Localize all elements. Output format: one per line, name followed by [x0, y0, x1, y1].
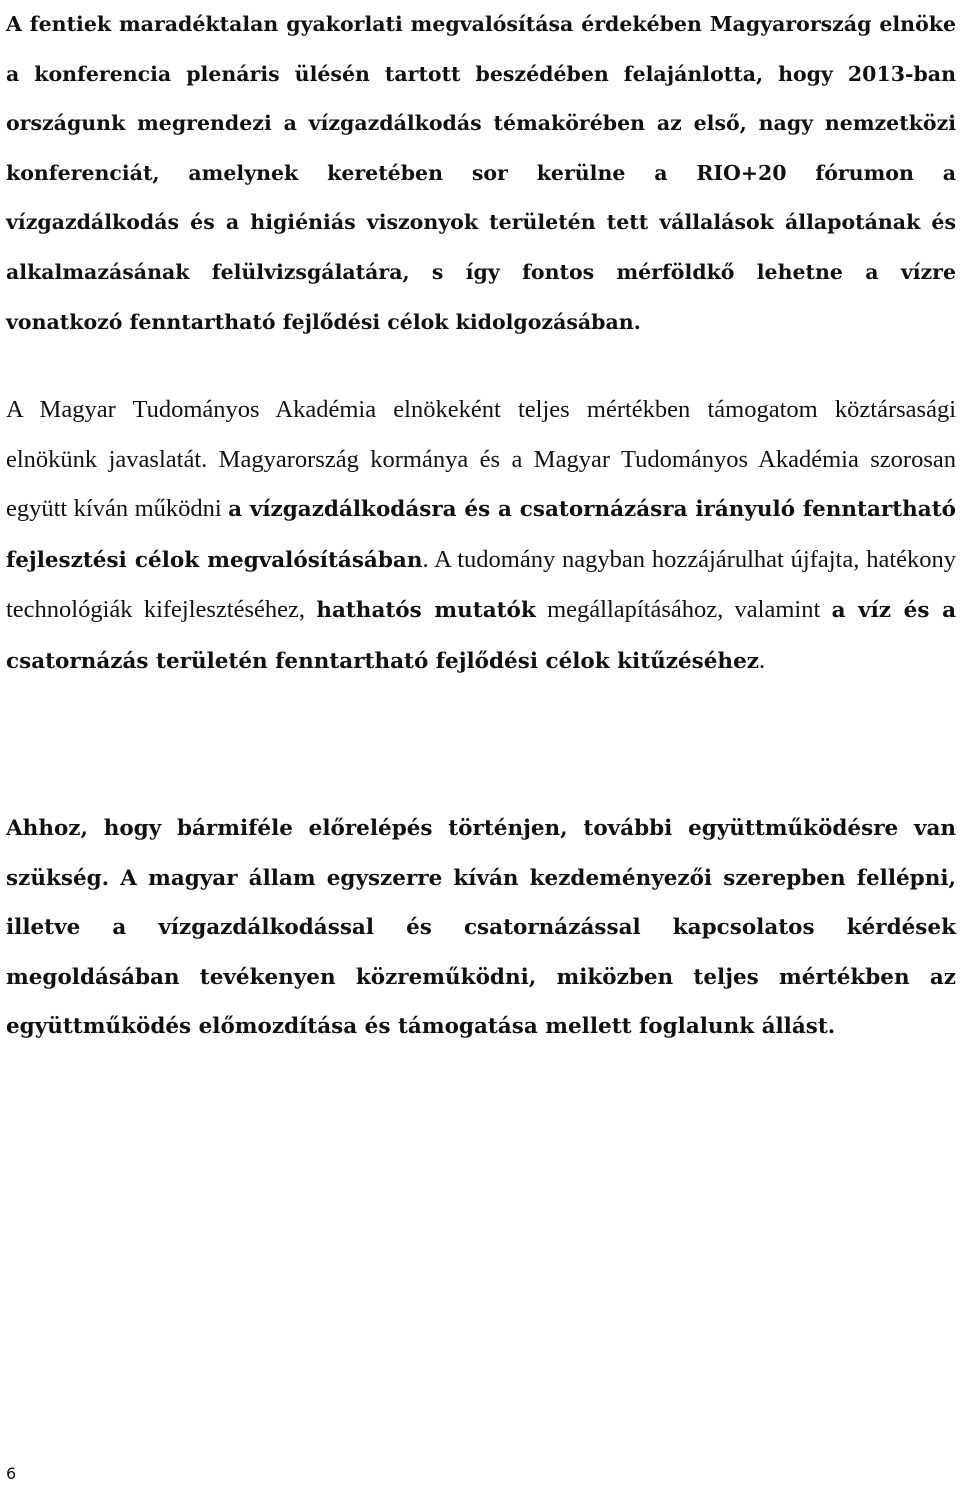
- paragraph-text-run: .: [758, 646, 766, 674]
- paragraph-bold-run: hathatós mutatók: [316, 598, 536, 624]
- paragraph-conference-offer: A fentiek maradéktalan gyakorlati megvalósítása érdekében Magyarország elnöke a konferencia plenáris ülésén tartott beszédében felajánlotta, hogy 2013-ban országunk megrendezi a vízgazdálkodás témakörében az első, nagy nemzetközi konferenciát, amelynek keretében sor kerülne a RIO+20 fórumon a vízgazdálkodás és a higiéniás viszonyok területén tett vállalások állapotának és alkalmazásának felülvizsgálatára, s így fontos mérföldkő lehetne a vízre vonatkozó fenntartható fejlődési célok kidolgozásában.: [6, 12, 956, 334]
- paragraph-text-run: megállapításához, valamint: [535, 596, 832, 624]
- paragraph-text-run: . A tudomány nagyban hozzájárulhat újfajta, hatékony technológiák kifejlesztéséhez,: [6, 545, 956, 624]
- page-number: 6: [6, 1464, 17, 1483]
- paragraph-text-run: A Magyar Tudományos Akadémia elnökeként teljes mértékben támogatom köztársasági elnökünk javaslatát. Magyarország kormánya és a Magyar Tudományos Akadémia szorosan együtt kíván működni: [6, 396, 956, 523]
- paragraph-academy-support: [6, 385, 956, 687]
- paragraph-bold-run: a vízgazdálkodásra és a csatornázásra irányuló fenntartható fejlesztési célok megvalósításában: [6, 497, 956, 573]
- paragraph-cooperation: Ahhoz, hogy bármiféle előrelépés történjen, további együttműködésre van szükség. A magyar állam egyszerre kíván kezdeményezői szerepben fellépni, illetve a vízgazdálkodással és csatornázással kapcsolatos kérdések megoldásában tevékenyen közreműködni, miközben teljes mértékben az együttműködés előmozdítása és támogatása mellett foglalunk állást.: [6, 816, 956, 1040]
- paragraph-bold-run: a víz és a csatornázás területén fenntartható fejlődési célok kitűzéséhez: [6, 598, 956, 674]
